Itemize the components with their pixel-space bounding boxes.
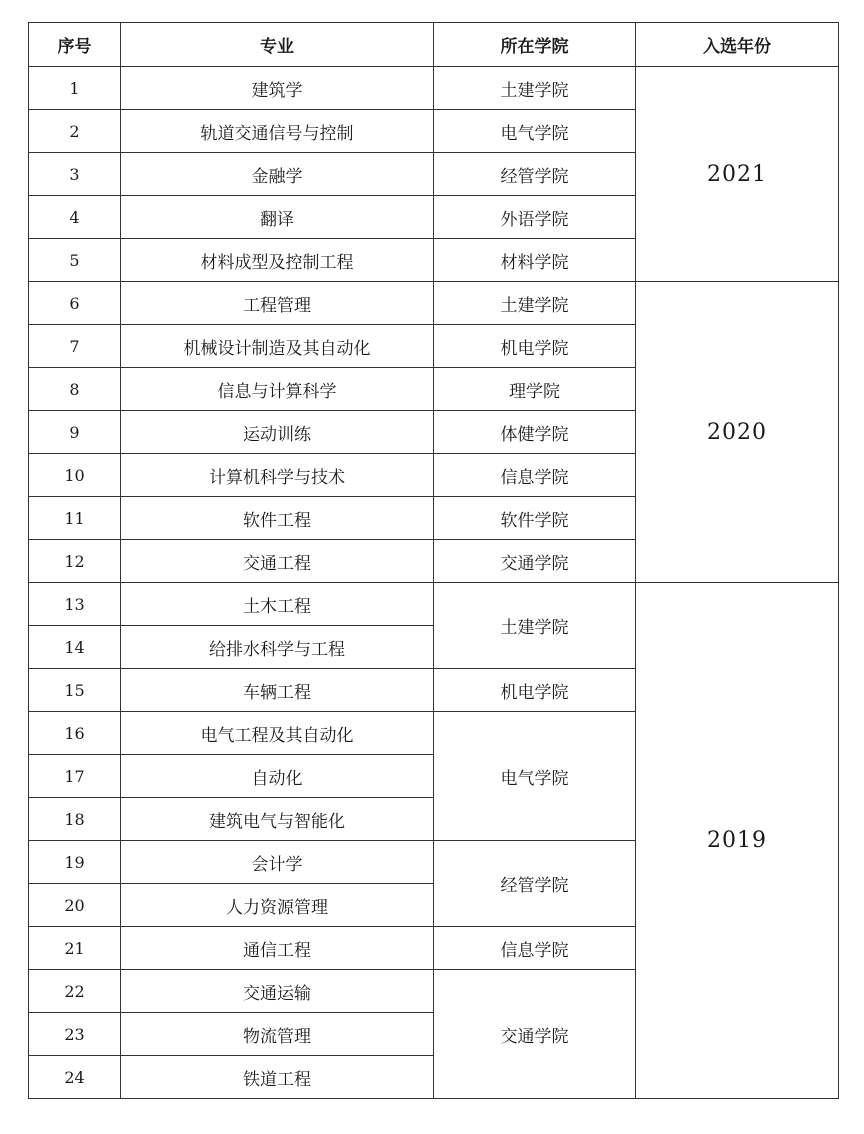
cell-college: 机电学院 [434,669,636,712]
cell-no: 9 [29,411,121,454]
cell-no: 13 [29,583,121,626]
cell-major: 交通工程 [121,540,434,583]
cell-major: 通信工程 [121,927,434,970]
cell-no: 24 [29,1056,121,1099]
cell-college: 体健学院 [434,411,636,454]
cell-major: 翻译 [121,196,434,239]
cell-no: 17 [29,755,121,798]
cell-college: 软件学院 [434,497,636,540]
cell-college: 土建学院 [434,67,636,110]
cell-college: 土建学院 [434,282,636,325]
cell-major: 车辆工程 [121,669,434,712]
cell-major: 自动化 [121,755,434,798]
cell-college: 理学院 [434,368,636,411]
cell-major: 计算机科学与技术 [121,454,434,497]
table-row [29,583,839,626]
cell-major: 建筑电气与智能化 [121,798,434,841]
cell-no: 14 [29,626,121,669]
cell-college: 经管学院 [434,153,636,196]
cell-major: 轨道交通信号与控制 [121,110,434,153]
cell-major: 信息与计算科学 [121,368,434,411]
majors-table [28,22,839,1099]
cell-college: 交通学院 [434,540,636,583]
cell-no: 18 [29,798,121,841]
cell-no: 23 [29,1013,121,1056]
cell-college: 经管学院 [434,841,636,927]
cell-year: 2020 [636,282,839,583]
cell-major: 电气工程及其自动化 [121,712,434,755]
cell-college: 材料学院 [434,239,636,282]
header-college: 所在学院 [434,23,636,67]
cell-major: 会计学 [121,841,434,884]
cell-year: 2019 [636,583,839,1099]
cell-no: 8 [29,368,121,411]
cell-college: 机电学院 [434,325,636,368]
cell-no: 3 [29,153,121,196]
cell-no: 2 [29,110,121,153]
cell-major: 铁道工程 [121,1056,434,1099]
cell-no: 16 [29,712,121,755]
table-row [29,67,839,110]
cell-college: 交通学院 [434,970,636,1099]
cell-college: 外语学院 [434,196,636,239]
cell-major: 给排水科学与工程 [121,626,434,669]
cell-major: 土木工程 [121,583,434,626]
cell-major: 金融学 [121,153,434,196]
cell-no: 22 [29,970,121,1013]
table-row [29,282,839,325]
cell-no: 1 [29,67,121,110]
cell-college: 信息学院 [434,927,636,970]
cell-no: 10 [29,454,121,497]
header-no: 序号 [29,23,121,67]
cell-no: 20 [29,884,121,927]
cell-no: 12 [29,540,121,583]
cell-major: 交通运输 [121,970,434,1013]
table-body [29,67,839,1099]
cell-no: 4 [29,196,121,239]
cell-no: 19 [29,841,121,884]
cell-no: 11 [29,497,121,540]
cell-no: 15 [29,669,121,712]
cell-major: 人力资源管理 [121,884,434,927]
header-year: 入选年份 [636,23,839,67]
header-row [29,23,839,67]
cell-major: 物流管理 [121,1013,434,1056]
cell-no: 5 [29,239,121,282]
cell-no: 21 [29,927,121,970]
cell-no: 6 [29,282,121,325]
cell-college: 电气学院 [434,110,636,153]
cell-major: 机械设计制造及其自动化 [121,325,434,368]
cell-major: 建筑学 [121,67,434,110]
header-major: 专业 [121,23,434,67]
cell-major: 运动训练 [121,411,434,454]
cell-major: 材料成型及控制工程 [121,239,434,282]
cell-no: 7 [29,325,121,368]
cell-college: 土建学院 [434,583,636,669]
cell-major: 软件工程 [121,497,434,540]
cell-year: 2021 [636,67,839,282]
cell-college: 电气学院 [434,712,636,841]
cell-college: 信息学院 [434,454,636,497]
cell-major: 工程管理 [121,282,434,325]
